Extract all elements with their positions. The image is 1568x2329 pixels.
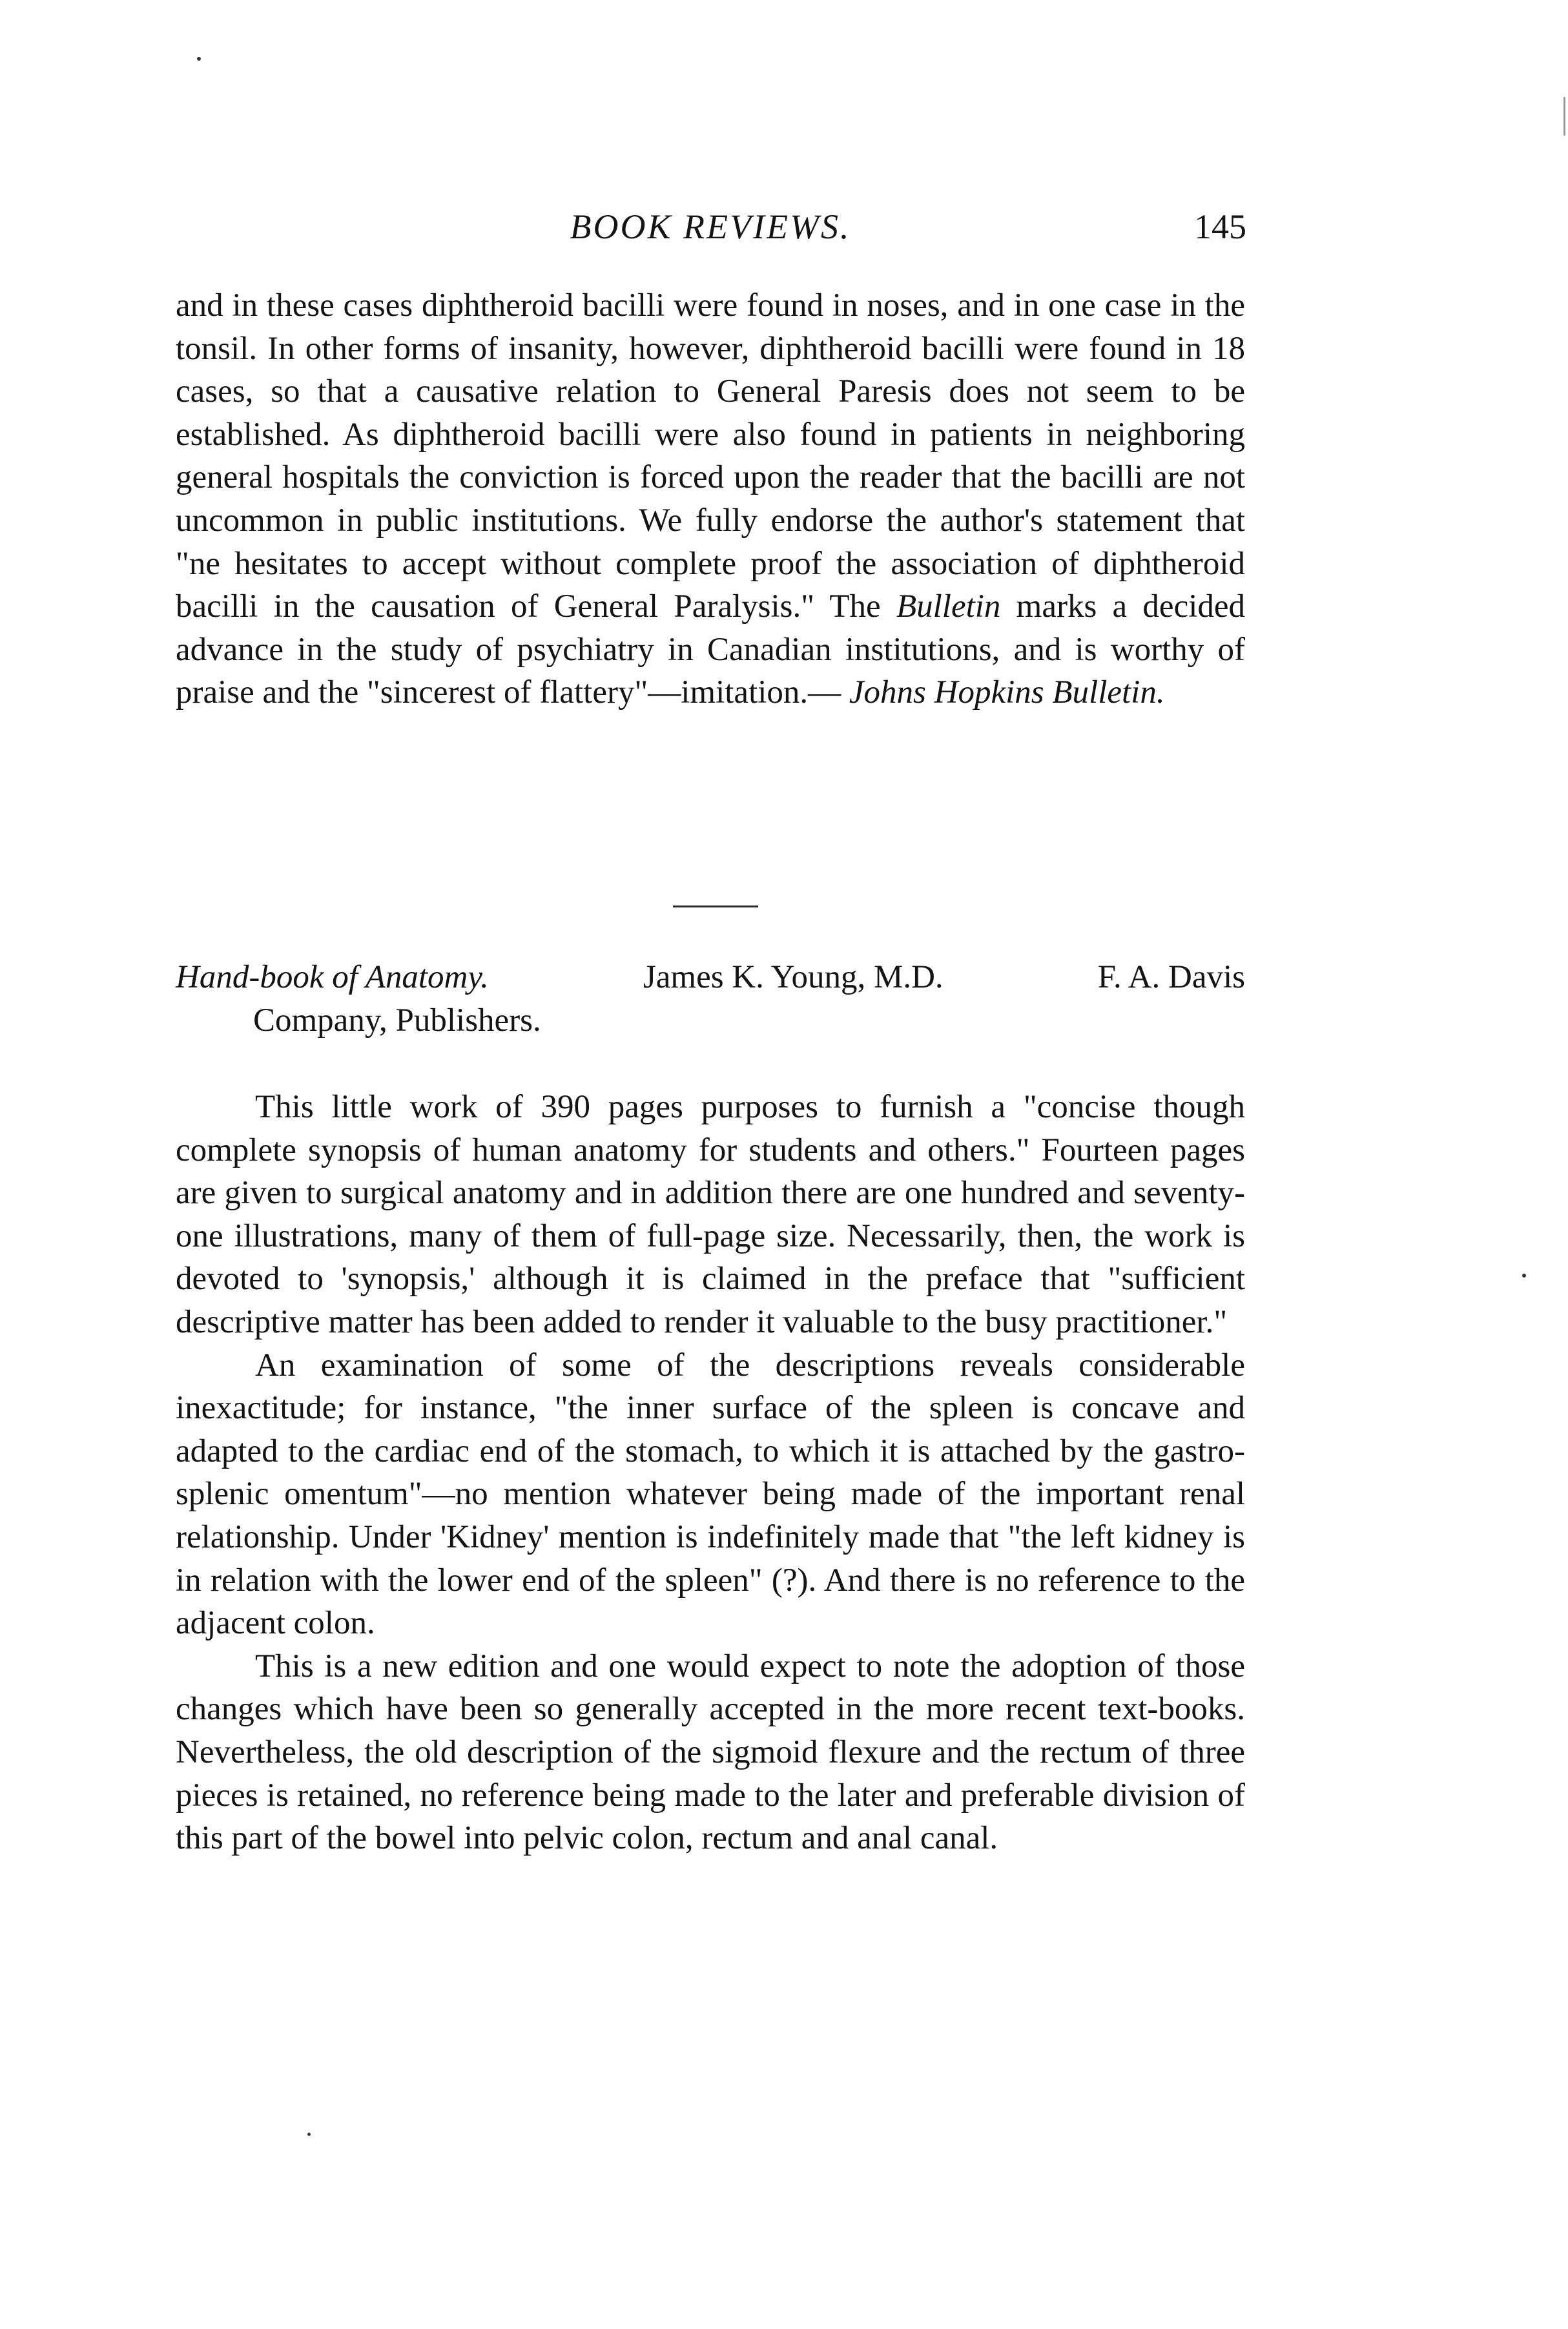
paragraph-text-end: marks a decided advance in the study of psychiatry in Canadian institutions, and is worthy of praise and the "sincerest of flattery"—imitation.— <box>176 588 1246 711</box>
scan-speck <box>1563 97 1565 136</box>
scan-speck <box>1522 1274 1526 1278</box>
review-heading <box>176 956 1245 1042</box>
book-author: James K. Young, M.D. <box>643 959 944 995</box>
scan-speck <box>197 57 201 61</box>
book-publisher-continued: Company, Publishers. <box>253 1002 541 1039</box>
section-divider <box>673 906 758 907</box>
review-body <box>176 1086 1245 1860</box>
book-publisher: F. A. Davis <box>1097 959 1245 995</box>
continued-review <box>176 284 1245 714</box>
review-paragraph: This is a new edition and one would expect to note the adoption of those changes which have been so generally accepted in the more recent text-books. Nevertheless, the old description of the sigmoid flexure and the rectum of three pieces is retained, no reference being made to the later and preferable division of this part of the bowel into pelvic colon, rectum and anal canal. <box>176 1648 1245 1857</box>
book-title: Hand-book of Anatomy. <box>176 959 489 995</box>
running-head: BOOK REVIEWS. <box>570 207 851 246</box>
page-number: 145 <box>1194 207 1246 246</box>
continued-paragraph <box>176 284 1245 714</box>
bulletin-title: Bulletin <box>896 588 1001 625</box>
paragraph-text: and in these cases diphtheroid bacilli were found in noses, and in one case in the tonsil. In other forms of insanity, however, diphtheroid bacilli were found in 18 cases, so that a causative relation to General Paresis does not seem to be established. As diphtheroid bacilli were also found in patients in neighboring general hospitals the conviction is forced upon the reader that the bacilli are not uncommon in public institutions. We fully endorse the author's statement that "ne hesitates to accept without complete proof the association of diphtheroid bacilli in the causation of General Paralysis." The <box>176 287 1245 625</box>
review-paragraph: An examination of some of the descriptions reveals considerable inexactitude; for instance, "the inner surface of the spleen is concave and adapted to the cardiac end of the stomach, to which it is attached by the gastro-splenic omentum"—no mention whatever being made of the important renal relationship. Under 'Kidney' mention is indefinitely made that "the left kidney is in relation with the lower end of the spleen" (?). And there is no reference to the adjacent colon. <box>176 1347 1245 1642</box>
review-paragraph: This little work of 390 pages purposes to furnish a "concise though complete synopsis of human anatomy for students and others." Fourteen pages are given to surgical anatomy and in addition there are one hundred and seventy-one illustrations, many of them of full-page size. Necessarily, then, the work is devoted to 'synopsis,' although it is claimed in the preface that "sufficient descriptive matter has been added to render it valuable to the busy practitioner." <box>176 1089 1245 1340</box>
source-attribution: Johns Hopkins Bulletin. <box>849 674 1165 711</box>
page-header <box>174 207 1246 258</box>
scan-speck <box>307 2133 311 2136</box>
